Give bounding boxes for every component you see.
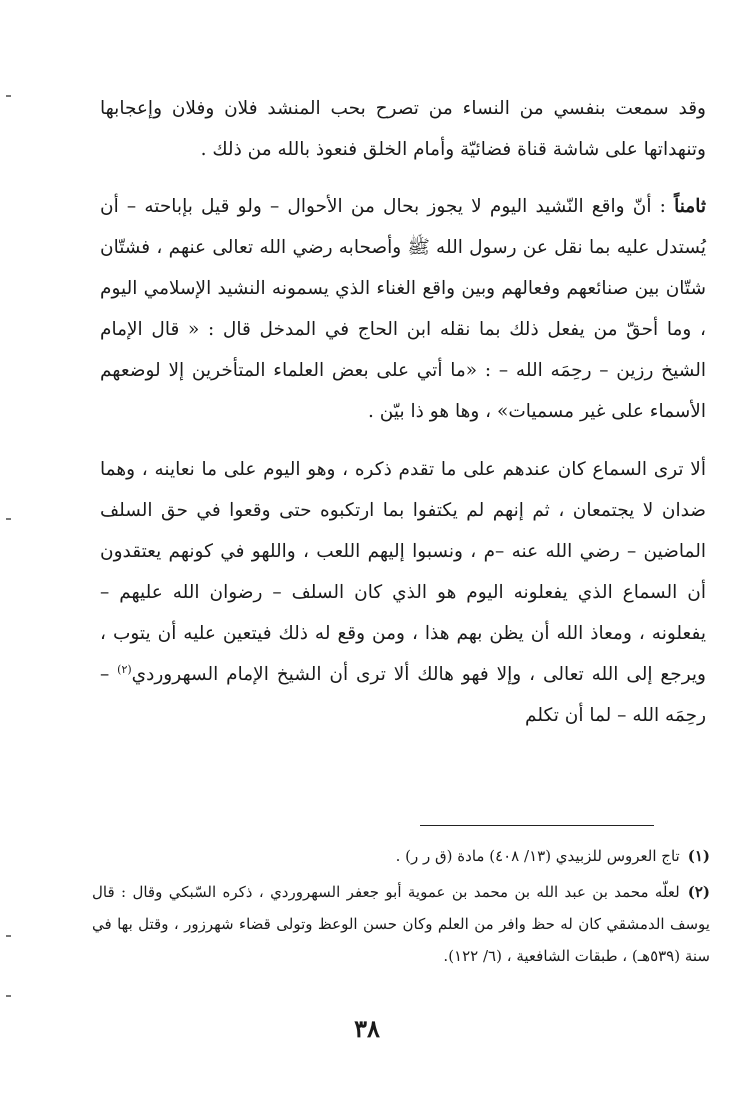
margin-mark [6,995,11,997]
footnote-1-text: تاج العروس للزبيدي (١٣/ ٤٠٨) مادة (ق ر ر) . [395,847,680,865]
paragraph-3 [100,449,706,736]
footnote-1 [92,840,710,872]
margin-mark [6,95,11,97]
margin-mark [6,518,11,520]
page-body [100,88,706,736]
paragraph-2-lead: ثامناً [674,196,706,217]
paragraph-2-text: : أنّ واقع النّشيد اليوم لا يجوز بحال من الأحوال – ولو قيل بإباحته – أن يُستدل عليه بما نقل عن رسول الله ﷺ وأصحابه رضي الله تعالى عنهم ، فشتّان شتّان بين صنائعهم وفعالهم وبين واقع الغناء الذي يسمونه النشيد الإسلامي اليوم ، وما أحقّ من يفعل ذلك بما نقله ابن الحاج في المدخل قال : « قال الإمام الشيخ رزين – رحِمَه الله – : «ما أتي على بعض العلماء المتأخرين إلا لوضعهم الأسماء على غير مسميات» ، وها هو ذا بيّن . [100,196,706,422]
footnote-1-number: (١) [687,847,710,865]
footnote-2-text: لعلّه محمد بن عبد الله بن محمد بن عموية أبو جعفر السهروردي ، ذكره السّبكي وقال : قال يوسف الدمشقي كان له حظ وافر من العلم وكان حسن الوعظ وتولى قضاء شهرزور ، وقتل بها في سنة (٥٣٩هـ) ، طبقات الشافعية ، (٦/ ١٢٢). [92,883,710,965]
footnote-2-number: (٢) [687,883,710,901]
paragraph-1-text: وقد سمعت بنفسي من النساء من تصرح بحب المنشد فلان وفلان وإعجابها وتنهداتها على شاشة قناة فضائيّة وأمام الخلق فنعوذ بالله من ذلك . [100,98,706,160]
paragraph-3-tail: – رحِمَه الله – لما أن تكلم [100,664,706,726]
paragraph-3-text: ألا ترى السماع كان عندهم على ما تقدم ذكره ، وهو اليوم على ما نعاينه ، وهما ضدان لا يجتمعان ، ثم إنهم لم يكتفوا بما ارتكبوه حتى وقعوا في حق السلف الماضين – رضي الله عنه –م ، ونسبوا إليهم اللعب ، واللهو في كونهم يعتقدون أن السماع الذي يفعلونه اليوم هو الذي كان السلف – رضوان الله عليهم – يفعلونه ، ومعاذ الله أن يظن بهم هذا ، ومن وقع له ذلك فيتعين عليه أن يتوب ، ويرجع إلى الله تعالى ، وإلا فهو هالك ألا ترى أن الشيخ الإمام السهروردي [100,459,706,685]
page-number: ٣٨ [354,1014,380,1043]
footnote-divider [420,825,654,826]
footnotes [92,840,710,976]
paragraph-2 [100,186,706,432]
paragraph-1 [100,88,706,170]
footnote-reference-2[interactable]: (٢) [117,662,132,676]
margin-mark [6,935,11,937]
footnote-2 [92,876,710,972]
